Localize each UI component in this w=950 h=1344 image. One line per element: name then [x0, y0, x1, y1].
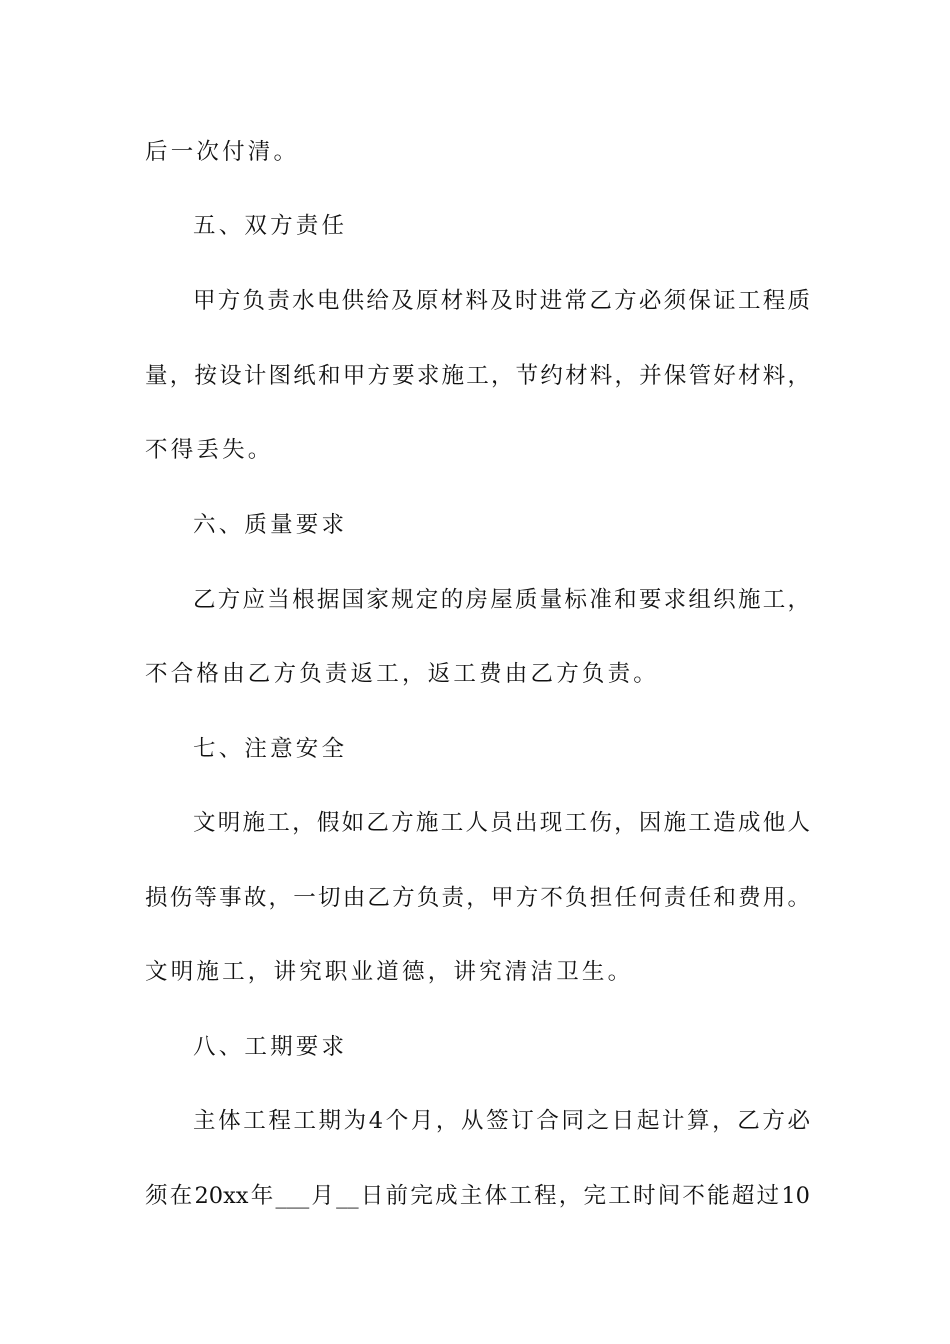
section-heading-8: 八、工期要求: [193, 1034, 348, 1060]
section-heading-5: 五、双方责任: [193, 213, 348, 239]
paragraph-line: 不得丢失。: [145, 437, 274, 463]
section-heading-6: 六、质量要求: [193, 512, 348, 538]
paragraph-line: 须在20xx年___月__日前完成主体工程，完工时间不能超过10: [145, 1183, 810, 1209]
paragraph-line: 量，按设计图纸和甲方要求施工，节约材料，并保管好材料，: [145, 363, 810, 389]
section-heading-7: 七、注意安全: [193, 736, 348, 762]
paragraph-line: 文明施工，假如乙方施工人员出现工伤，因施工造成他人: [193, 810, 810, 836]
paragraph-line: 主体工程工期为4个月，从签订合同之日起计算，乙方必: [193, 1108, 810, 1134]
paragraph-line: 甲方负责水电供给及原材料及时进常乙方必须保证工程质: [193, 288, 810, 314]
paragraph-line: 文明施工，讲究职业道德，讲究清洁卫生。: [145, 959, 634, 985]
paragraph-line: 损伤等事故，一切由乙方负责，甲方不负担任何责任和费用。: [145, 885, 810, 911]
paragraph-line: 后一次付清。: [145, 139, 300, 165]
paragraph-line: 不合格由乙方负责返工，返工费由乙方负责。: [145, 661, 660, 687]
paragraph-line: 乙方应当根据国家规定的房屋质量标准和要求组织施工，: [193, 587, 810, 613]
